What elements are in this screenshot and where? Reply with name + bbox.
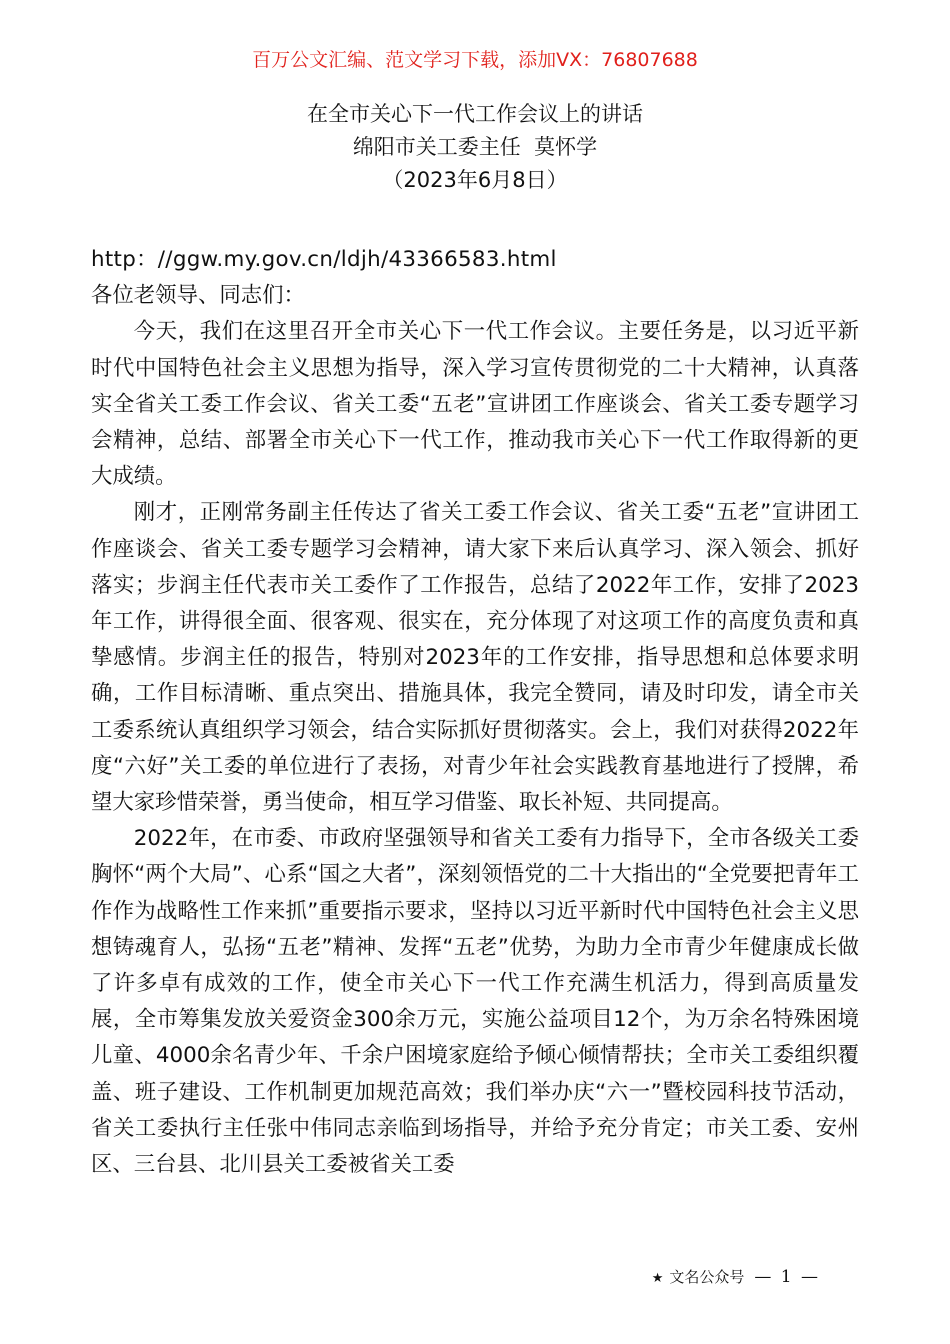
page-footer: [652, 1264, 820, 1292]
salutation: 各位老领导、同志们：: [91, 283, 305, 309]
body-paragraph: 今天，我们在这里召开全市关心下一代工作会议。主要任务是，以习近平新时代中国特色社会主义思想为指导，深入学习宣传贯彻党的二十大精神，认真落实全省关工委工作会议、省关工委“五老”宣讲团工作座谈会、省关工委专题学习会精神，总结、部署全市关心下一代工作，推动我市关心下一代工作取得新的更大成绩。: [91, 319, 859, 490]
document-body: [91, 242, 859, 1183]
speaker-line: 绵阳市关工委主任 莫怀学: [352, 135, 598, 159]
body-paragraph: 刚才，正刚常务副主任传达了省关工委工作会议、省关工委“五老”宣讲团工作座谈会、省关工委专题学习会精神，请大家下来后认真学习、深入领会、抓好落实；步润主任代表市关工委作了工作报告，总结了2022年工作，安排了2023年工作，讲得很全面、很客观、很实在，充分体现了对这项工作的高度负责和真挚感情。步润主任的报告，特别对2023年的工作安排，指导思想和总体要求明确，工作目标清晰、重点突出、措施具体，我完全赞同，请及时印发，请全市关工委系统认真组织学习领会，结合实际抓好贯彻落实。会上，我们对获得2022年度“六好”关工委的单位进行了表扬，对青少年社会实践教育基地进行了授牌，希望大家珍惜荣誉，勇当使命，相互学习借鉴、取长补短、共同提高。: [91, 500, 859, 816]
footer-source: 文名公众号: [669, 1268, 745, 1286]
page-number: — 1 —: [754, 1267, 820, 1287]
promo-banner: 百万公文汇编、范文学习下载，添加VX：76807688: [252, 49, 698, 71]
source-url: http：//ggw.my.gov.cn/ldjh/43366583.html: [91, 247, 557, 272]
body-paragraph: 2022年，在市委、市政府坚强领导和省关工委有力指导下，全市各级关工委胸怀“两个大局”、心系“国之大者”，深刻领悟党的二十大指出的“全党要把青年工作作为战略性工作来抓”重要指示要求，坚持以习近平新时代中国特色社会主义思想铸魂育人，弘扬“五老”精神、发挥“五老”优势，为助力全市青少年健康成长做了许多卓有成效的工作，使全市关心下一代工作充满生机活力，得到高质量发展，全市筹集发放关爱资金300余万元，实施公益项目12个，为万余名特殊困境儿童、4000余名青少年、千余户困境家庭给予倾心倾情帮扶；全市关工委组织覆盖、班子建设、工作机制更加规范高效；我们举办庆“六一”暨校园科技节活动，省关工委执行主任张中伟同志亲临到场指导，并给予充分肯定；市关工委、安州区、三台县、北川县关工委被省关工委: [91, 826, 859, 1178]
star-icon: ★: [651, 1271, 664, 1286]
title-block: [0, 98, 950, 197]
speech-date: （2023年6月8日）: [382, 168, 568, 192]
speech-title: 在全市关心下一代工作会议上的讲话: [307, 102, 643, 126]
